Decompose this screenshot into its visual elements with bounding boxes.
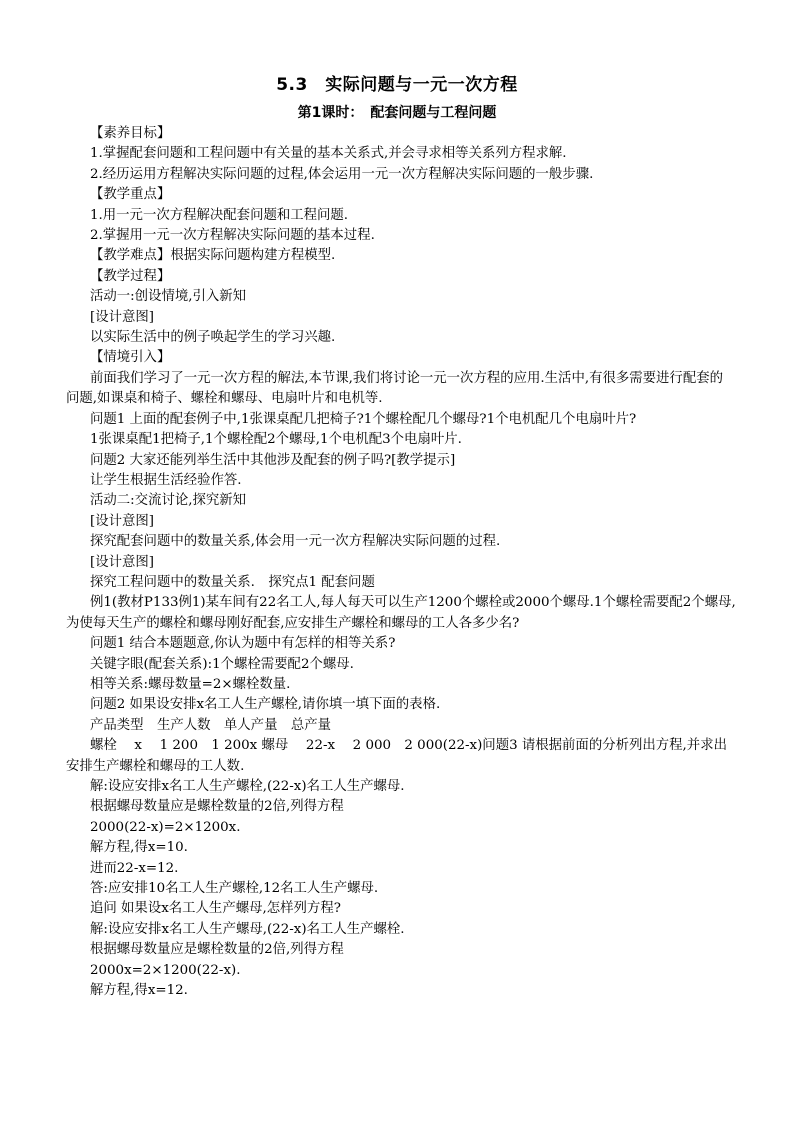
example-question-2: 问题2 如果设安排x名工人生产螺栓,请你填一填下面的表格. [90, 697, 441, 713]
solution-relation: 根据螺母数量应是螺栓数量的2倍,列得方程 [90, 799, 344, 815]
heading-scenario: 【情境引入】 [90, 350, 171, 366]
table-values-line: 螺栓 x 1 200 1 200x 螺母 22-x 2 000 2 000(22-x)问题3 请根据前面的分析列出方程,并求出安排生产螺栓和螺母的工人数. [66, 738, 727, 774]
activity-2: 活动二:交流讨论,探究新知 [90, 493, 247, 509]
solution-setup: 解:设应安排x名工人生产螺栓,(22-x)名工人生产螺母. [90, 779, 405, 794]
follow-up-relation: 根据螺母数量应是螺栓数量的2倍,列得方程 [90, 942, 344, 958]
question-1: 问题1 上面的配套例子中,1张课桌配几把椅子?1个螺栓配几个螺母?1个电机配几个电扇叶片? [90, 411, 637, 427]
keyword-line: 关键字眼(配套关系):1个螺栓需要配2个螺母. [90, 656, 354, 672]
design-intent-label: [设计意图] [90, 513, 155, 529]
solution-step-1: 解方程,得x=10. [90, 840, 188, 856]
objective-2: 2.经历运用方程解决实际问题的过程,体会运用一元一次方程解决实际问题的一般步骤. [90, 166, 594, 182]
exploration-point-1: 探究工程问题中的数量关系. 探究点1 配套问题 [90, 574, 375, 590]
equation-1: 2000(22-x)=2×1200x. [90, 819, 241, 835]
design-intent-text: 探究配套问题中的数量关系,体会用一元一次方程解决实际问题的过程. [90, 534, 501, 550]
key-point-1: 1.用一元一次方程解决配套问题和工程问题. [90, 207, 349, 223]
follow-up-setup: 解:设应安排x名工人生产螺母,(22-x)名工人生产螺栓. [90, 921, 405, 937]
heading-key-points: 【教学重点】 [90, 187, 171, 203]
answer-1: 1张课桌配1把椅子,1个螺栓配2个螺母,1个电机配3个电扇叶片. [90, 432, 462, 448]
follow-up-question: 追问 如果设x名工人生产螺母,怎样列方程? [90, 901, 341, 917]
design-intent-label: [设计意图] [90, 309, 155, 325]
hint-text: 让学生根据生活经验作答. [90, 472, 242, 488]
example-1: 例1(教材P133例1)某车间有22名工人,每人每天可以生产1200个螺栓或2000个螺母.1个螺栓需要配2个螺母,为使每天生产的螺栓和螺母刚好配套,应安排生产螺栓和螺母的工人各多少名? [66, 595, 736, 631]
table-header-line: 产品类型 生产人数 单人产量 总产量 [90, 717, 332, 733]
follow-up-solution: 解方程,得x=12. [90, 983, 188, 999]
objective-1: 1.掌握配套问题和工程问题中有关量的基本关系式,并会寻求相等关系列方程求解. [90, 146, 567, 162]
design-intent-text: 以实际生活中的例子唤起学生的学习兴趣. [90, 330, 336, 346]
lesson-subtitle: 第1课时： 配套问题与工程问题 [297, 105, 497, 121]
design-intent-label: [设计意图] [90, 554, 155, 570]
activity-1: 活动一:创设情境,引入新知 [90, 289, 247, 305]
solution-answer: 答:应安排10名工人生产螺栓,12名工人生产螺母. [90, 881, 379, 897]
lesson-body [66, 124, 736, 1001]
equation-2: 2000x=2×1200(22-x). [90, 962, 241, 978]
example-question-1: 问题1 结合本题题意,你认为题中有怎样的相等关系? [90, 636, 396, 652]
solution-step-2: 进而22-x=12. [90, 860, 179, 876]
heading-process: 【教学过程】 [90, 268, 171, 284]
heading-difficulty: 【教学难点】根据实际问题构建方程模型. [90, 248, 336, 264]
page-title: 5.3 实际问题与一元一次方程 [276, 75, 518, 95]
heading-objectives: 【素养目标】 [90, 126, 171, 141]
equality-relation: 相等关系:螺母数量=2×螺栓数量. [90, 676, 291, 692]
scenario-paragraph: 前面我们学习了一元一次方程的解法,本节课,我们将讨论一元一次方程的应用.生活中,有很多需要进行配套的问题,如课桌和椅子、螺栓和螺母、电扇叶片和电机等. [66, 370, 723, 407]
question-2: 问题2 大家还能列举生活中其他涉及配套的例子吗?[教学提示] [90, 452, 456, 468]
key-point-2: 2.掌握用一元一次方程解决实际问题的基本过程. [90, 228, 375, 244]
